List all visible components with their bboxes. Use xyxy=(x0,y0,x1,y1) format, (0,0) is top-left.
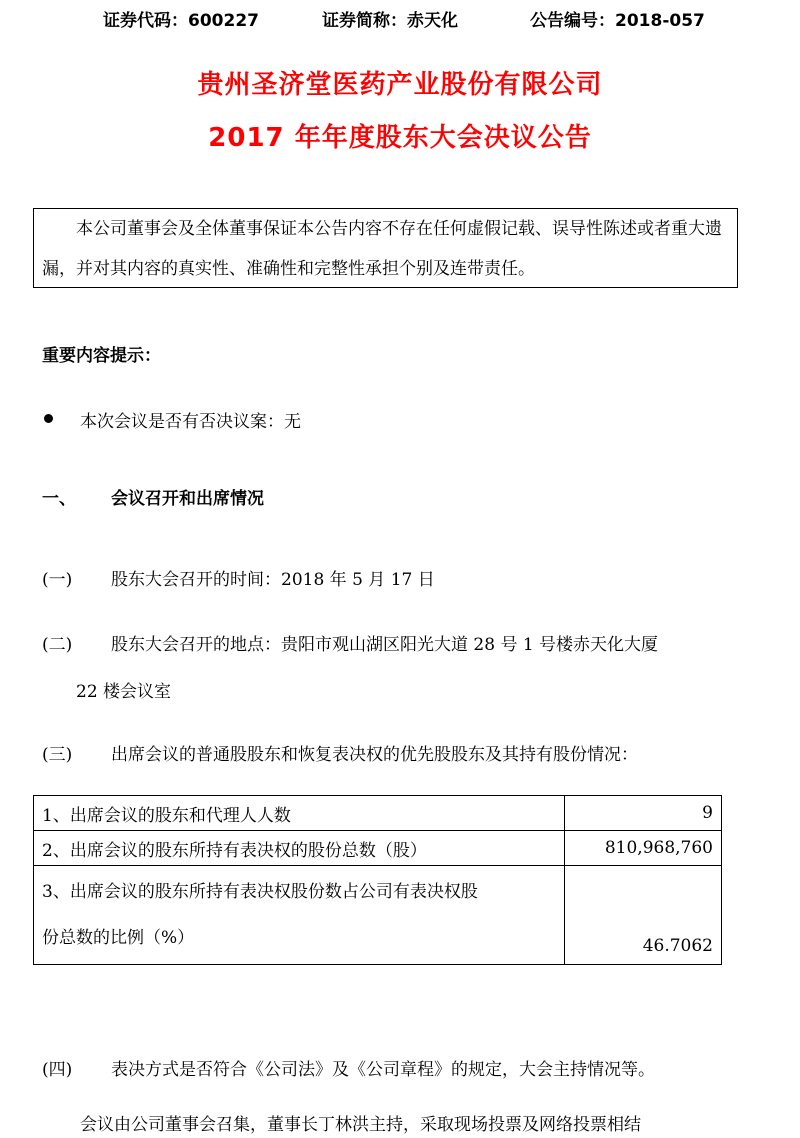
item-number: (一) xyxy=(42,570,73,590)
security-abbreviation: 证券简称：赤天化 xyxy=(322,11,458,31)
table-cell-value: 9 xyxy=(565,796,722,831)
item-text: 股东大会召开的时间：2018 年 5 月 17 日 xyxy=(111,570,435,590)
section-title: 会议召开和出席情况 xyxy=(111,489,264,509)
company-name-title: 贵州圣济堂医药产业股份有限公司 xyxy=(197,70,603,100)
highlight-bullet-text: 本次会议是否有否决议案：无 xyxy=(80,412,301,432)
table-cell-value: 810,968,760 xyxy=(565,831,722,866)
section-number: 一、 xyxy=(42,489,76,509)
announcement-title: 2017 年年度股东大会决议公告 xyxy=(208,123,592,153)
table-cell-value: 46.7062 xyxy=(565,866,722,965)
item-number: (三) xyxy=(42,745,73,765)
security-code: 证券代码：600227 xyxy=(103,11,259,31)
item-text: 股东大会召开的地点：贵阳市观山湖区阳光大道 28 号 1 号楼赤天化大厦 xyxy=(111,635,659,655)
table-cell-label-line1: 3、出席会议的股东所持有表决权股份数占公司有表决权股 xyxy=(42,882,478,902)
attendance-table xyxy=(33,795,722,965)
table-row xyxy=(34,831,722,866)
closing-paragraph: 会议由公司董事会召集，董事长丁林洪主持，采取现场投票及网络投票相结 xyxy=(80,1115,641,1135)
item-text: 表决方式是否符合《公司法》及《公司章程》的规定，大会主持情况等。 xyxy=(111,1060,655,1080)
highlights-heading: 重要内容提示： xyxy=(42,346,161,366)
item-number: (四) xyxy=(42,1060,73,1080)
table-row xyxy=(34,796,722,831)
table-cell-label: 1、出席会议的股东和代理人人数 xyxy=(34,796,565,831)
item-text: 出席会议的普通股股东和恢复表决权的优先股股东及其持有股份情况： xyxy=(111,745,638,765)
announcement-number: 公告编号：2018-057 xyxy=(530,11,705,31)
item-text-continuation: 22 楼会议室 xyxy=(76,682,172,702)
table-cell-label xyxy=(34,866,565,965)
table-row xyxy=(34,866,722,965)
table-cell-label-line2: 份总数的比例（%） xyxy=(42,928,195,948)
bullet-icon xyxy=(44,414,53,423)
table-cell-label: 2、出席会议的股东所持有表决权的股份总数（股） xyxy=(34,831,565,866)
disclaimer-box: 本公司董事会及全体董事保证本公告内容不存在任何虚假记载、误导性陈述或者重大遗漏，并对其内容的真实性、准确性和完整性承担个别及连带责任。 xyxy=(33,208,738,288)
item-number: (二) xyxy=(42,635,73,655)
